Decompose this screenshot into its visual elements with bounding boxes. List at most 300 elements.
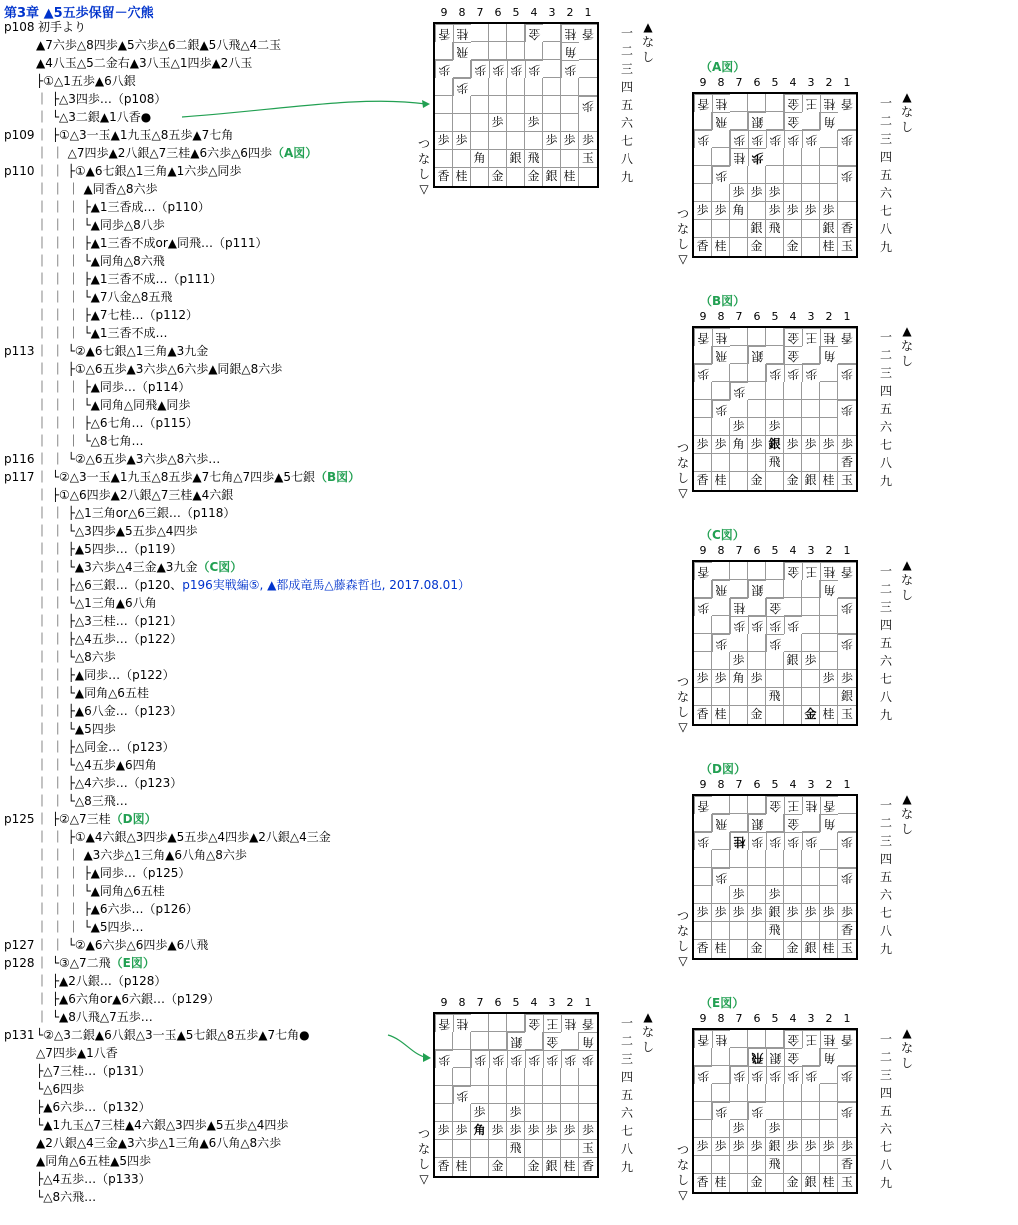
variation-line xyxy=(36,776,182,791)
piece: 桂 xyxy=(730,148,748,166)
board-grid xyxy=(433,1012,599,1178)
empty-square xyxy=(784,148,802,166)
piece: 飛 xyxy=(766,454,784,472)
piece: 香 xyxy=(435,168,453,186)
empty-square xyxy=(766,1102,784,1120)
figure-ref: （B図） xyxy=(314,470,361,484)
empty-square xyxy=(489,1104,507,1122)
move-sequence: ｜ ｜ ｜ ├▲同歩…（p125） xyxy=(36,866,191,880)
empty-square xyxy=(820,454,838,472)
empty-square xyxy=(820,382,838,400)
piece: 歩 xyxy=(694,130,712,148)
piece: 金 xyxy=(766,598,784,616)
variation-line xyxy=(36,182,158,197)
empty-square xyxy=(820,1084,838,1102)
piece: 歩 xyxy=(712,166,730,184)
page-ref: p128 xyxy=(4,956,35,970)
column-label: 5 xyxy=(771,310,779,323)
move-sequence: ▲7六歩△8四歩▲5六歩△6二銀▲5八飛△4二玉 xyxy=(36,38,282,52)
variation-line xyxy=(36,290,172,305)
piece: 飛 xyxy=(507,1140,525,1158)
empty-square xyxy=(748,634,766,652)
empty-square xyxy=(802,382,820,400)
empty-square xyxy=(712,1066,730,1084)
piece: 銀 xyxy=(766,1048,784,1066)
column-label: 8 xyxy=(458,6,466,19)
empty-square xyxy=(471,96,489,114)
empty-square xyxy=(471,1032,489,1050)
piece: 歩 xyxy=(579,132,597,150)
piece: 歩 xyxy=(712,868,730,886)
move-sequence: ｜ ｜ └▲5四歩 xyxy=(36,722,116,736)
piece: 歩 xyxy=(838,166,856,184)
variation-line xyxy=(36,866,190,881)
piece: 角 xyxy=(730,670,748,688)
empty-square xyxy=(453,1068,471,1086)
piece: 歩 xyxy=(802,904,820,922)
move-sequence: ｜ ｜ ├△6三銀…（p120、 xyxy=(36,578,183,592)
column-label: 5 xyxy=(512,996,520,1009)
piece: 香 xyxy=(435,1014,453,1032)
empty-square xyxy=(802,400,820,418)
piece: 金 xyxy=(748,706,766,724)
column-label: 6 xyxy=(494,996,502,1009)
piece: 歩 xyxy=(694,670,712,688)
empty-square xyxy=(694,922,712,940)
piece: 歩 xyxy=(543,1050,561,1068)
piece: 金 xyxy=(748,238,766,256)
piece: 歩 xyxy=(748,670,766,688)
empty-square xyxy=(507,96,525,114)
empty-square xyxy=(820,148,838,166)
piece: 歩 xyxy=(694,1066,712,1084)
piece: 桂 xyxy=(820,238,838,256)
empty-square xyxy=(730,238,748,256)
empty-square xyxy=(820,634,838,652)
empty-square xyxy=(730,922,748,940)
piece: 桂 xyxy=(820,940,838,958)
empty-square xyxy=(489,1032,507,1050)
piece: 歩 xyxy=(694,1138,712,1156)
variation-line xyxy=(36,812,157,827)
empty-square xyxy=(748,922,766,940)
page-ref: p110 xyxy=(4,164,35,178)
move-sequence: ｜ ｜ ｜ └▲5四歩… xyxy=(36,920,144,934)
empty-square xyxy=(471,1086,489,1104)
piece: 歩 xyxy=(766,364,784,382)
piece: 角 xyxy=(561,42,579,60)
empty-square xyxy=(435,114,453,132)
board-grid xyxy=(692,794,858,960)
empty-square xyxy=(748,418,766,436)
piece: 香 xyxy=(838,1156,856,1174)
piece: 香 xyxy=(579,24,597,42)
column-label: 7 xyxy=(476,6,484,19)
piece: 飛 xyxy=(766,1156,784,1174)
empty-square xyxy=(579,60,597,78)
empty-square xyxy=(471,1140,489,1158)
sente-hand: つ な し ▽ xyxy=(676,207,689,266)
piece: 歩 xyxy=(525,114,543,132)
piece: 飛 xyxy=(712,580,730,598)
piece: 歩 xyxy=(694,202,712,220)
column-label: 6 xyxy=(753,310,761,323)
empty-square xyxy=(784,634,802,652)
variation-line xyxy=(36,524,197,539)
empty-square xyxy=(730,454,748,472)
empty-square xyxy=(820,868,838,886)
gote-hand: ▲ な し xyxy=(900,90,913,134)
variation-line xyxy=(36,938,208,953)
variation-line xyxy=(36,380,190,395)
piece: 桂 xyxy=(561,1014,579,1032)
piece: 飛 xyxy=(712,346,730,364)
piece: 香 xyxy=(694,562,712,580)
row-label: 二 xyxy=(621,44,634,58)
empty-square xyxy=(784,1084,802,1102)
gote-hand: ▲ な し xyxy=(641,1010,654,1054)
move-sequence: ｜ ├②△7三桂 xyxy=(36,812,111,826)
empty-square xyxy=(561,1104,579,1122)
move-sequence: ｜ ｜ ├▲5四歩…（p119） xyxy=(36,542,183,556)
piece: 歩 xyxy=(784,1138,802,1156)
piece: 銀 xyxy=(820,220,838,238)
piece: 桂 xyxy=(820,472,838,490)
column-label: 3 xyxy=(548,996,556,1009)
piece: 歩 xyxy=(561,1122,579,1140)
piece: 歩 xyxy=(453,1086,471,1104)
piece: 歩 xyxy=(802,652,820,670)
piece: 飛 xyxy=(766,688,784,706)
column-label: 3 xyxy=(807,1012,815,1025)
piece: 歩 xyxy=(507,60,525,78)
empty-square xyxy=(766,346,784,364)
piece: 歩 xyxy=(838,1102,856,1120)
empty-square xyxy=(543,78,561,96)
empty-square xyxy=(543,1140,561,1158)
piece: 金 xyxy=(766,796,784,814)
piece: 金 xyxy=(784,94,802,112)
empty-square xyxy=(838,1084,856,1102)
variation-line xyxy=(36,1190,96,1205)
variation-line xyxy=(36,704,182,719)
move-sequence: ｜ ｜ ｜ └▲同角△同飛▲同歩 xyxy=(36,398,191,412)
move-sequence: └△6四歩 xyxy=(36,1082,85,1096)
row-label: 六 xyxy=(880,888,893,902)
move-sequence: ▲2八銀△4三金▲3六歩△1三角▲6八角△8六歩 xyxy=(36,1136,282,1150)
empty-square xyxy=(712,598,730,616)
piece: 王 xyxy=(543,1014,561,1032)
empty-square xyxy=(766,940,784,958)
piece: 桂 xyxy=(820,328,838,346)
empty-square xyxy=(766,562,784,580)
page-ref: p127 xyxy=(4,938,35,952)
empty-square xyxy=(748,652,766,670)
empty-square xyxy=(543,150,561,168)
empty-square xyxy=(748,886,766,904)
piece: 角 xyxy=(820,112,838,130)
row-label: 二 xyxy=(621,1034,634,1048)
piece: 王 xyxy=(802,562,820,580)
variation-line xyxy=(36,560,242,575)
empty-square xyxy=(561,150,579,168)
empty-square xyxy=(766,670,784,688)
move-sequence: ｜ └△3二銀▲1八香● xyxy=(36,110,152,124)
row-label: 三 xyxy=(621,1052,634,1066)
empty-square xyxy=(820,652,838,670)
variation-line xyxy=(36,794,128,809)
piece: 桂 xyxy=(712,940,730,958)
empty-square xyxy=(748,400,766,418)
variation-line xyxy=(36,452,220,467)
piece: 歩 xyxy=(453,1122,471,1140)
empty-square xyxy=(525,42,543,60)
column-label: 2 xyxy=(825,310,833,323)
row-label: 二 xyxy=(880,816,893,830)
column-label: 1 xyxy=(584,996,592,1009)
empty-square xyxy=(802,112,820,130)
move-sequence: ｜ ｜ └②▲6六歩△6四歩▲6八飛 xyxy=(36,938,209,952)
variation-line xyxy=(36,272,222,287)
empty-square xyxy=(435,42,453,60)
piece: 歩 xyxy=(525,60,543,78)
move-sequence: ├▲6六歩…（p132） xyxy=(36,1100,151,1114)
piece: 歩 xyxy=(784,364,802,382)
shogi-board-E xyxy=(676,994,930,1209)
empty-square xyxy=(820,886,838,904)
piece: 歩 xyxy=(838,130,856,148)
piece: 歩 xyxy=(525,1050,543,1068)
piece: 歩 xyxy=(694,598,712,616)
piece: 金 xyxy=(784,472,802,490)
variation-line xyxy=(36,1172,151,1187)
empty-square xyxy=(784,688,802,706)
variation-line xyxy=(36,416,198,431)
empty-square xyxy=(525,96,543,114)
piece: 飛 xyxy=(748,1048,766,1066)
row-label: 五 xyxy=(621,98,634,112)
column-label: 6 xyxy=(753,1012,761,1025)
empty-square xyxy=(507,132,525,150)
piece: 角 xyxy=(730,436,748,454)
piece: 桂 xyxy=(561,168,579,186)
row-label: 一 xyxy=(880,798,893,812)
row-label: 六 xyxy=(880,420,893,434)
move-sequence: ｜ ├①△3一玉▲1九玉△8五歩▲7七角 xyxy=(36,128,234,142)
empty-square xyxy=(784,184,802,202)
empty-square xyxy=(838,202,856,220)
piece: 歩 xyxy=(712,400,730,418)
empty-square xyxy=(579,78,597,96)
empty-square xyxy=(435,1086,453,1104)
piece: 歩 xyxy=(766,886,784,904)
piece: 歩 xyxy=(838,1138,856,1156)
move-sequence: ｜ ｜ ｜ ├△6七角…（p115） xyxy=(36,416,199,430)
piece: 歩 xyxy=(543,132,561,150)
column-label: 9 xyxy=(440,996,448,1009)
empty-square xyxy=(561,1086,579,1104)
variation-line xyxy=(36,884,165,899)
move-sequence: ｜ ｜ ├①▲4六銀△3四歩▲5五歩△4四歩▲2八銀△4三金 xyxy=(36,830,331,844)
piece: 金 xyxy=(748,1174,766,1192)
piece: 歩 xyxy=(561,132,579,150)
piece: 玉 xyxy=(840,941,853,955)
variation-line xyxy=(36,740,175,755)
piece: 歩 xyxy=(730,382,748,400)
move-sequence: ｜ ｜ ｜ ├▲1三香成…（p110） xyxy=(36,200,211,214)
piece: 銀 xyxy=(507,150,525,168)
piece: 飛 xyxy=(766,922,784,940)
variation-line xyxy=(36,1154,151,1169)
empty-square xyxy=(838,382,856,400)
piece: 角 xyxy=(820,346,838,364)
empty-square xyxy=(802,580,820,598)
piece: 金 xyxy=(802,706,820,724)
empty-square xyxy=(561,114,579,132)
column-label: 2 xyxy=(825,544,833,557)
empty-square xyxy=(694,1102,712,1120)
empty-square xyxy=(838,1120,856,1138)
column-label: 4 xyxy=(530,996,538,1009)
row-label: 八 xyxy=(880,1158,893,1172)
piece: 玉 xyxy=(840,473,853,487)
piece: 歩 xyxy=(766,616,784,634)
piece: 歩 xyxy=(766,202,784,220)
figure-ref: （C図） xyxy=(197,560,243,574)
piece: 歩 xyxy=(489,114,507,132)
piece: 銀 xyxy=(543,1158,561,1176)
move-sequence: ｜ ｜ ├△4六歩…（p123） xyxy=(36,776,183,790)
row-label: 七 xyxy=(621,1124,634,1138)
empty-square xyxy=(820,598,838,616)
piece: 歩 xyxy=(712,436,730,454)
empty-square xyxy=(730,220,748,238)
empty-square xyxy=(471,1158,489,1176)
empty-square xyxy=(820,400,838,418)
empty-square xyxy=(694,400,712,418)
empty-square xyxy=(802,850,820,868)
empty-square xyxy=(802,814,820,832)
column-label: 3 xyxy=(807,778,815,791)
row-label: 六 xyxy=(880,186,893,200)
piece: 歩 xyxy=(748,130,766,148)
empty-square xyxy=(784,850,802,868)
empty-square xyxy=(802,922,820,940)
piece: 歩 xyxy=(730,904,748,922)
piece: 歩 xyxy=(489,1050,507,1068)
empty-square xyxy=(748,1030,766,1048)
variation-line xyxy=(36,236,268,251)
empty-square xyxy=(838,418,856,436)
move-sequence: ｜ ├▲2八銀…（p128） xyxy=(36,974,167,988)
empty-square xyxy=(543,24,561,42)
piece: 金 xyxy=(784,346,802,364)
shogi-board-main1 xyxy=(417,4,671,219)
move-sequence: ｜ ｜ △7四歩▲2八銀△7三桂▲6六歩△6四歩 xyxy=(36,146,272,160)
variation-line xyxy=(36,542,182,557)
empty-square xyxy=(838,148,856,166)
empty-square xyxy=(748,202,766,220)
row-label: 八 xyxy=(880,456,893,470)
piece: 歩 xyxy=(453,78,471,96)
piece: 歩 xyxy=(838,670,856,688)
piece: 銀 xyxy=(784,652,802,670)
piece: 歩 xyxy=(435,60,453,78)
empty-square xyxy=(471,1068,489,1086)
column-label: 4 xyxy=(789,544,797,557)
row-label: 九 xyxy=(880,1176,893,1190)
piece: 銀 xyxy=(802,1174,820,1192)
row-label: 三 xyxy=(880,132,893,146)
piece: 歩 xyxy=(748,616,766,634)
empty-square xyxy=(802,166,820,184)
row-label: 二 xyxy=(880,348,893,362)
empty-square xyxy=(712,1048,730,1066)
column-label: 3 xyxy=(807,544,815,557)
empty-square xyxy=(748,94,766,112)
piece: 歩 xyxy=(730,418,748,436)
empty-square xyxy=(730,166,748,184)
empty-square xyxy=(838,850,856,868)
empty-square xyxy=(802,598,820,616)
page-ref: p117 xyxy=(4,470,35,484)
piece: 歩 xyxy=(748,1138,766,1156)
empty-square xyxy=(543,60,561,78)
empty-square xyxy=(784,580,802,598)
variation-line xyxy=(36,578,470,593)
piece: 香 xyxy=(694,472,712,490)
move-sequence: ｜ └③△7二飛 xyxy=(36,956,111,970)
variation-line xyxy=(36,686,149,701)
column-label: 1 xyxy=(584,6,592,19)
empty-square xyxy=(694,1156,712,1174)
piece: 歩 xyxy=(712,670,730,688)
empty-square xyxy=(838,1048,856,1066)
move-sequence: ├△4五歩…（p133） xyxy=(36,1172,151,1186)
empty-square xyxy=(730,1102,748,1120)
empty-square xyxy=(694,634,712,652)
piece: 歩 xyxy=(766,1066,784,1084)
empty-square xyxy=(820,832,838,850)
column-label: 7 xyxy=(735,1012,743,1025)
piece: 銀 xyxy=(507,1032,525,1050)
board-grid xyxy=(692,1028,858,1194)
empty-square xyxy=(525,1032,543,1050)
empty-square xyxy=(489,150,507,168)
empty-square xyxy=(820,922,838,940)
empty-square xyxy=(489,1014,507,1032)
piece: 金 xyxy=(784,112,802,130)
variation-line xyxy=(36,668,175,683)
empty-square xyxy=(838,652,856,670)
piece: 香 xyxy=(694,796,712,814)
row-label: 二 xyxy=(880,582,893,596)
empty-square xyxy=(730,814,748,832)
empty-square xyxy=(784,1102,802,1120)
row-label: 四 xyxy=(621,80,634,94)
row-label: 二 xyxy=(880,114,893,128)
row-label: 五 xyxy=(880,168,893,182)
empty-square xyxy=(489,78,507,96)
empty-square xyxy=(730,580,748,598)
gote-hand: ▲ な し xyxy=(900,558,913,602)
piece: 金 xyxy=(525,1158,543,1176)
variation-line xyxy=(36,902,198,917)
variation-line xyxy=(36,1046,118,1061)
empty-square xyxy=(453,114,471,132)
figure-title: （E図） xyxy=(700,996,745,1010)
empty-square xyxy=(766,1030,784,1048)
